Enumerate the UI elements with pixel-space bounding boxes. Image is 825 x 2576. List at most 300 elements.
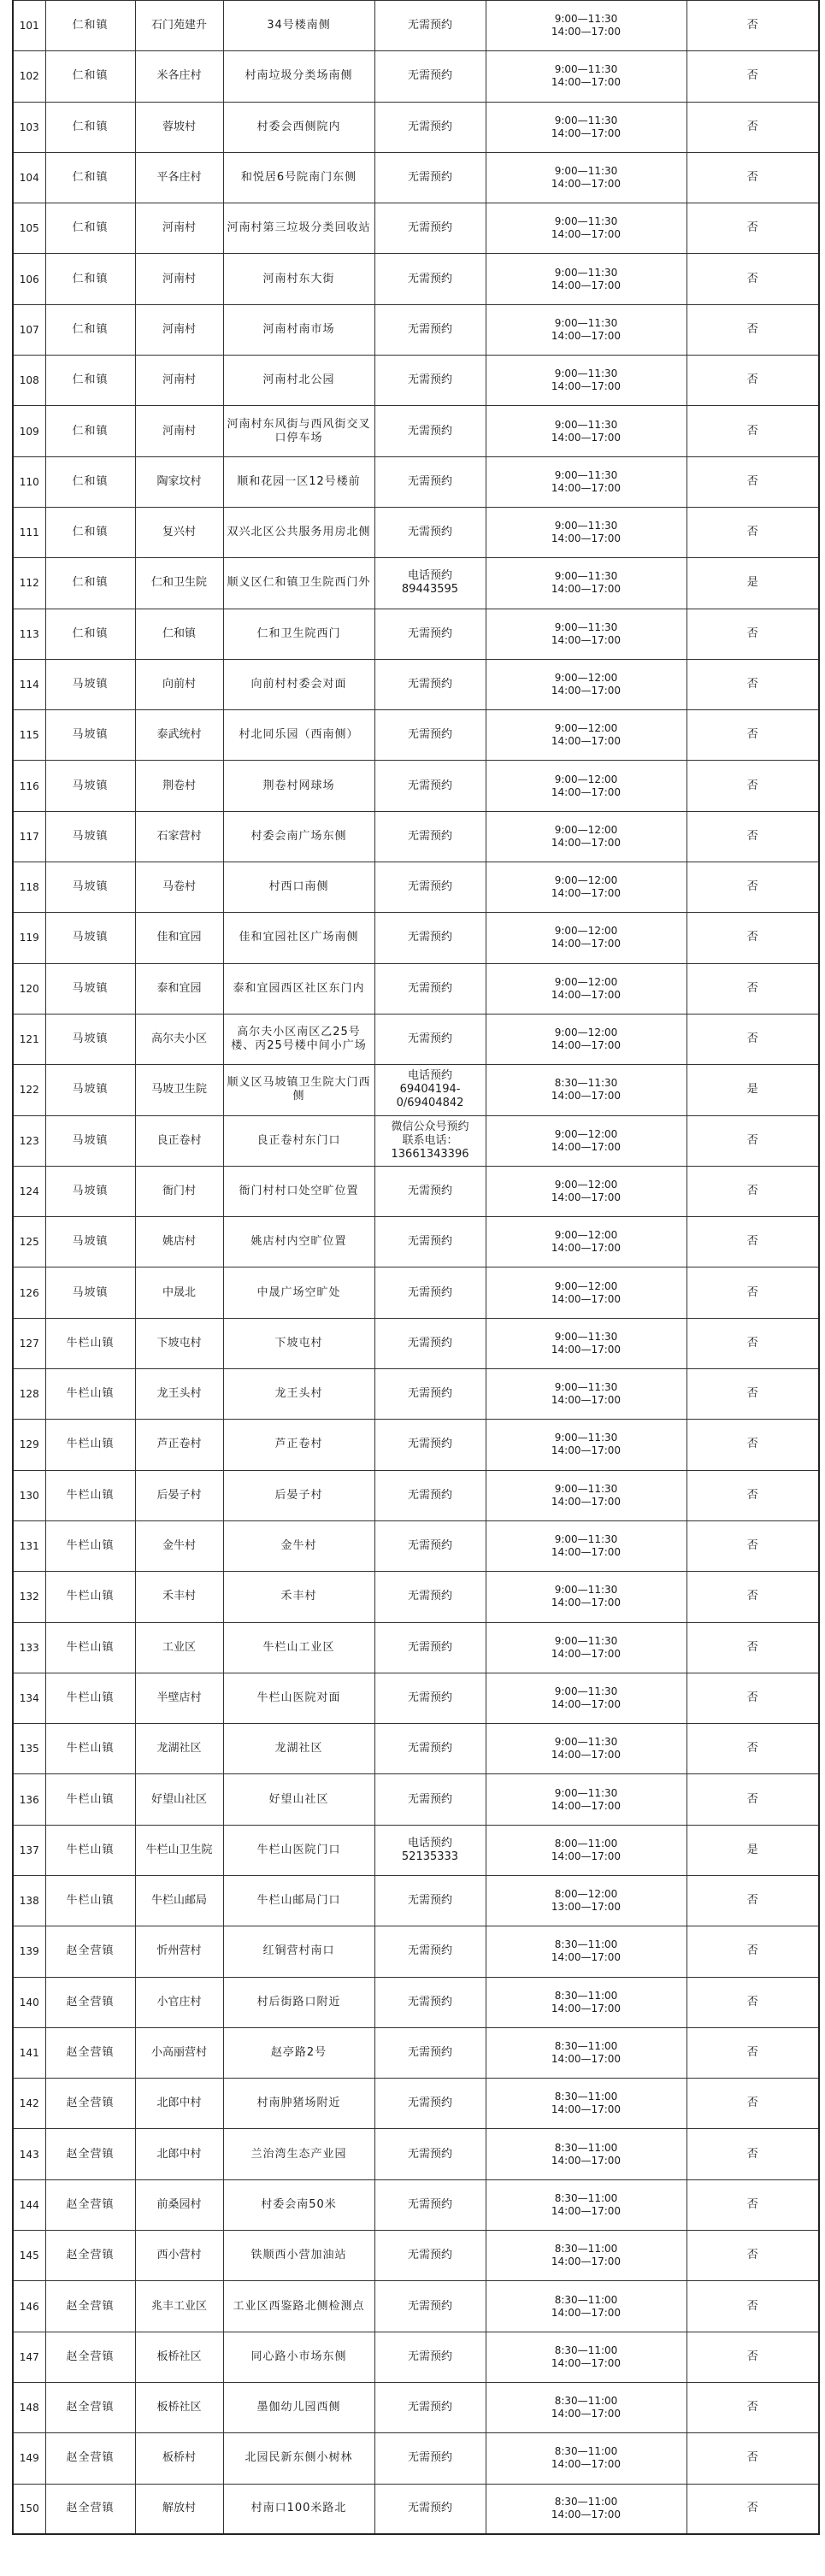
- town-cell: 马坡镇: [45, 1115, 135, 1166]
- time-slot: 14:00—17:00: [551, 887, 622, 900]
- flag-cell: 否: [687, 710, 819, 761]
- booking-cell: 无需预约: [374, 1622, 486, 1673]
- row-number: 109: [13, 406, 45, 456]
- row-number: 108: [13, 356, 45, 406]
- time-cell: [486, 1065, 687, 1115]
- flag-cell: 否: [687, 2231, 819, 2281]
- time-cell: [486, 2332, 687, 2382]
- time-cell: [486, 1166, 687, 1216]
- time-slot: 8:30—11:00: [554, 2243, 618, 2255]
- time-cell: [486, 558, 687, 609]
- table-row: [13, 761, 819, 811]
- booking-cell: 无需预约: [374, 1014, 486, 1064]
- table-row: [13, 1166, 819, 1216]
- town-cell: 马坡镇: [45, 1014, 135, 1064]
- town-cell: 马坡镇: [45, 761, 135, 811]
- table-row: [13, 1622, 819, 1673]
- town-cell: 马坡镇: [45, 1166, 135, 1216]
- booking-cell: 无需预约: [374, 203, 486, 254]
- time-cell: [486, 1825, 687, 1875]
- time-cell: [486, 2027, 687, 2078]
- booking-cell: 无需预约: [374, 609, 486, 659]
- row-number: 122: [13, 1065, 45, 1115]
- site-cell: 村委会南50米: [223, 2179, 374, 2230]
- time-cell: [486, 102, 687, 152]
- booking-cell: 无需预约: [374, 1977, 486, 2027]
- table-row: [13, 2433, 819, 2484]
- booking-cell: 电话预约 69404194- 0/69404842: [374, 1065, 486, 1115]
- site-cell: 红铜营村南口: [223, 1926, 374, 1977]
- town-cell: 马坡镇: [45, 811, 135, 862]
- site-cell: 仁和卫生院西门: [223, 609, 374, 659]
- time-slot: 9:00—11:30: [554, 13, 618, 26]
- town-cell: 牛栏山镇: [45, 1774, 135, 1825]
- table-row: [13, 811, 819, 862]
- time-slot: 14:00—17:00: [551, 583, 622, 596]
- village-cell: 泰武统村: [135, 710, 223, 761]
- village-cell: 牛栏山卫生院: [135, 1825, 223, 1875]
- row-number: 147: [13, 2332, 45, 2382]
- time-slot: 14:00—17:00: [551, 2508, 622, 2521]
- time-cell: [486, 1673, 687, 1723]
- row-number: 142: [13, 2079, 45, 2129]
- row-number: 104: [13, 152, 45, 203]
- time-slot: 9:00—11:30: [554, 1634, 618, 1647]
- time-slot: 8:30—11:00: [554, 2293, 618, 2306]
- time-slot: 14:00—17:00: [551, 1242, 622, 1255]
- site-cell: 下坡屯村: [223, 1318, 374, 1368]
- time-slot: 14:00—17:00: [551, 1343, 622, 1356]
- flag-cell: 否: [687, 2027, 819, 2078]
- town-cell: 马坡镇: [45, 1065, 135, 1115]
- site-cell: 高尔夫小区南区乙25号楼、丙25号楼中间小广场: [223, 1014, 374, 1064]
- flag-cell: 否: [687, 254, 819, 304]
- time-slot: 8:30—11:00: [554, 2395, 618, 2408]
- time-slot: 9:00—12:00: [554, 975, 618, 988]
- row-number: 132: [13, 1572, 45, 1622]
- table-row: [13, 963, 819, 1014]
- table-row: [13, 1875, 819, 1926]
- booking-cell: 无需预约: [374, 152, 486, 203]
- town-cell: 赵全营镇: [45, 2433, 135, 2484]
- booking-cell: 无需预约: [374, 659, 486, 709]
- time-slot: 14:00—17:00: [551, 1597, 622, 1609]
- town-cell: 赵全营镇: [45, 2382, 135, 2432]
- village-cell: 芦正卷村: [135, 1420, 223, 1470]
- table-row: [13, 1217, 819, 1267]
- time-slot: 14:00—17:00: [551, 1647, 622, 1660]
- booking-cell: 无需预约: [374, 2382, 486, 2432]
- time-cell: [486, 2231, 687, 2281]
- site-cell: 龙湖社区: [223, 1724, 374, 1774]
- village-cell: 马坡卫生院: [135, 1065, 223, 1115]
- village-cell: 解放村: [135, 2484, 223, 2534]
- flag-cell: 否: [687, 1875, 819, 1926]
- time-slot: 9:00—12:00: [554, 1127, 618, 1140]
- flag-cell: 否: [687, 507, 819, 557]
- village-cell: 金牛村: [135, 1520, 223, 1571]
- village-cell: 河南村: [135, 356, 223, 406]
- flag-cell: 否: [687, 1267, 819, 1318]
- row-number: 129: [13, 1420, 45, 1470]
- flag-cell: 否: [687, 609, 819, 659]
- flag-cell: 是: [687, 558, 819, 609]
- town-cell: 赵全营镇: [45, 2179, 135, 2230]
- site-cell: 河南村北公园: [223, 356, 374, 406]
- time-slot: 9:00—12:00: [554, 823, 618, 836]
- time-slot: 9:00—12:00: [554, 1229, 618, 1242]
- site-cell: 禾丰村: [223, 1572, 374, 1622]
- site-cell: 村南垃圾分类场南侧: [223, 51, 374, 102]
- flag-cell: 否: [687, 1014, 819, 1064]
- village-cell: 姚店村: [135, 1217, 223, 1267]
- time-slot: 14:00—17:00: [551, 1039, 622, 1052]
- row-number: 148: [13, 2382, 45, 2432]
- time-cell: [486, 1267, 687, 1318]
- time-slot: 14:00—17:00: [551, 938, 622, 950]
- time-cell: [486, 2079, 687, 2129]
- booking-cell: 无需预约: [374, 1774, 486, 1825]
- time-slot: 9:00—11:30: [554, 1482, 618, 1495]
- time-cell: [486, 2433, 687, 2484]
- time-cell: [486, 1572, 687, 1622]
- time-cell: [486, 761, 687, 811]
- time-slot: 14:00—17:00: [551, 431, 622, 444]
- time-slot: 9:00—11:30: [554, 63, 618, 76]
- time-cell: [486, 609, 687, 659]
- booking-cell: 无需预约: [374, 1267, 486, 1318]
- town-cell: 仁和镇: [45, 102, 135, 152]
- site-cell: 衙门村村口处空旷位置: [223, 1166, 374, 1216]
- time-cell: [486, 304, 687, 355]
- time-slot: 14:00—17:00: [551, 178, 622, 191]
- town-cell: 赵全营镇: [45, 2129, 135, 2179]
- time-slot: 14:00—17:00: [551, 2408, 622, 2420]
- time-slot: 14:00—17:00: [551, 126, 622, 139]
- town-cell: 牛栏山镇: [45, 1673, 135, 1723]
- table-row: [13, 659, 819, 709]
- site-cell: 河南村东大街: [223, 254, 374, 304]
- table-row: [13, 254, 819, 304]
- town-cell: 牛栏山镇: [45, 1724, 135, 1774]
- time-slot: 9:00—11:30: [554, 418, 618, 431]
- time-slot: 14:00—17:00: [551, 836, 622, 849]
- row-number: 114: [13, 659, 45, 709]
- time-slot: 8:00—11:00: [554, 1837, 618, 1850]
- site-cell: 工业区西鉴路北侧检测点: [223, 2281, 374, 2332]
- row-number: 141: [13, 2027, 45, 2078]
- row-number: 103: [13, 102, 45, 152]
- town-cell: 仁和镇: [45, 304, 135, 355]
- time-cell: [486, 2382, 687, 2432]
- time-slot: 9:00—11:30: [554, 1685, 618, 1697]
- time-cell: [486, 862, 687, 913]
- town-cell: 赵全营镇: [45, 2484, 135, 2534]
- site-cell: 牛栏山医院对面: [223, 1673, 374, 1723]
- time-slot: 9:00—11:30: [554, 1533, 618, 1546]
- site-cell: 同心路小市场东侧: [223, 2332, 374, 2382]
- time-cell: [486, 811, 687, 862]
- table-row: [13, 456, 819, 507]
- row-number: 134: [13, 1673, 45, 1723]
- time-slot: 8:30—11:00: [554, 2141, 618, 2154]
- time-cell: [486, 1420, 687, 1470]
- row-number: 143: [13, 2129, 45, 2179]
- town-cell: 赵全营镇: [45, 1926, 135, 1977]
- time-cell: [486, 2179, 687, 2230]
- town-cell: 赵全营镇: [45, 1977, 135, 2027]
- village-cell: 北郎中村: [135, 2129, 223, 2179]
- time-slot: 14:00—17:00: [551, 1697, 622, 1710]
- time-slot: 9:00—11:30: [554, 266, 618, 279]
- row-number: 111: [13, 507, 45, 557]
- booking-cell: 无需预约: [374, 2179, 486, 2230]
- time-cell: [486, 406, 687, 456]
- site-cell: 顺和花园一区12号楼前: [223, 456, 374, 507]
- site-cell: 河南村第三垃圾分类回收站: [223, 203, 374, 254]
- time-cell: [486, 1, 687, 51]
- booking-cell: 无需预约: [374, 102, 486, 152]
- town-cell: 牛栏山镇: [45, 1622, 135, 1673]
- booking-cell: 无需预约: [374, 2079, 486, 2129]
- booking-cell: 无需预约: [374, 456, 486, 507]
- village-cell: 佳和宜园: [135, 913, 223, 963]
- town-cell: 仁和镇: [45, 1, 135, 51]
- table-row: [13, 1724, 819, 1774]
- town-cell: 牛栏山镇: [45, 1369, 135, 1420]
- flag-cell: 否: [687, 811, 819, 862]
- flag-cell: 否: [687, 1217, 819, 1267]
- flag-cell: 否: [687, 2281, 819, 2332]
- town-cell: 仁和镇: [45, 609, 135, 659]
- time-cell: [486, 356, 687, 406]
- booking-cell: 无需预约: [374, 2231, 486, 2281]
- flag-cell: 是: [687, 1065, 819, 1115]
- table-row: [13, 304, 819, 355]
- site-cell: 村委会南广场东侧: [223, 811, 374, 862]
- town-cell: 马坡镇: [45, 1217, 135, 1267]
- time-slot: 9:00—12:00: [554, 722, 618, 735]
- row-number: 149: [13, 2433, 45, 2484]
- site-cell: 北园民新东侧小树林: [223, 2433, 374, 2484]
- village-cell: 陶家坟村: [135, 456, 223, 507]
- flag-cell: 否: [687, 304, 819, 355]
- row-number: 124: [13, 1166, 45, 1216]
- town-cell: 马坡镇: [45, 1267, 135, 1318]
- town-cell: 马坡镇: [45, 862, 135, 913]
- time-slot: 9:00—11:30: [554, 620, 618, 633]
- table-row: [13, 1318, 819, 1368]
- flag-cell: 否: [687, 1115, 819, 1166]
- table-row: [13, 1369, 819, 1420]
- time-slot: 9:00—11:30: [554, 1786, 618, 1799]
- time-cell: [486, 2281, 687, 2332]
- booking-cell: 无需预约: [374, 1318, 486, 1368]
- town-cell: 仁和镇: [45, 254, 135, 304]
- site-cell: 荆卷村网球场: [223, 761, 374, 811]
- time-cell: [486, 963, 687, 1014]
- row-number: 136: [13, 1774, 45, 1825]
- time-cell: [486, 1875, 687, 1926]
- flag-cell: 否: [687, 2079, 819, 2129]
- row-number: 128: [13, 1369, 45, 1420]
- booking-cell: 无需预约: [374, 2332, 486, 2382]
- time-cell: [486, 1977, 687, 2027]
- time-slot: 14:00—17:00: [551, 1292, 622, 1305]
- row-number: 140: [13, 1977, 45, 2027]
- time-slot: 13:00—17:00: [551, 1901, 622, 1914]
- time-slot: 9:00—11:30: [554, 114, 618, 126]
- village-cell: 板桥村: [135, 2433, 223, 2484]
- row-number: 105: [13, 203, 45, 254]
- time-cell: [486, 659, 687, 709]
- time-slot: 9:00—12:00: [554, 773, 618, 785]
- booking-cell: 无需预约: [374, 51, 486, 102]
- booking-cell: 无需预约: [374, 1520, 486, 1571]
- booking-cell: 无需预约: [374, 963, 486, 1014]
- town-cell: 仁和镇: [45, 51, 135, 102]
- village-cell: 石家营村: [135, 811, 223, 862]
- time-slot: 14:00—17:00: [551, 1749, 622, 1761]
- flag-cell: 否: [687, 963, 819, 1014]
- table-row: [13, 1014, 819, 1064]
- village-cell: 后晏子村: [135, 1470, 223, 1520]
- table-row: [13, 102, 819, 152]
- town-cell: 马坡镇: [45, 710, 135, 761]
- village-cell: 衙门村: [135, 1166, 223, 1216]
- booking-cell: 无需预约: [374, 356, 486, 406]
- row-number: 133: [13, 1622, 45, 1673]
- row-number: 135: [13, 1724, 45, 1774]
- village-cell: 禾丰村: [135, 1572, 223, 1622]
- time-slot: 8:30—11:00: [554, 2344, 618, 2356]
- village-cell: 板桥社区: [135, 2332, 223, 2382]
- village-cell: 工业区: [135, 1622, 223, 1673]
- site-cell: 牛栏山邮局门口: [223, 1875, 374, 1926]
- table-row: [13, 558, 819, 609]
- time-cell: [486, 1520, 687, 1571]
- flag-cell: 否: [687, 1470, 819, 1520]
- booking-cell: 无需预约: [374, 507, 486, 557]
- row-number: 137: [13, 1825, 45, 1875]
- time-slot: 14:00—17:00: [551, 1090, 622, 1103]
- village-cell: 向前村: [135, 659, 223, 709]
- village-cell: 泰和宜园: [135, 963, 223, 1014]
- town-cell: 仁和镇: [45, 507, 135, 557]
- time-cell: [486, 152, 687, 203]
- row-number: 123: [13, 1115, 45, 1166]
- row-number: 125: [13, 1217, 45, 1267]
- table-body: [13, 1, 819, 2535]
- time-slot: 14:00—17:00: [551, 1799, 622, 1812]
- flag-cell: 否: [687, 1673, 819, 1723]
- flag-cell: 否: [687, 51, 819, 102]
- time-slot: 14:00—17:00: [551, 2356, 622, 2369]
- booking-cell: 无需预约: [374, 2281, 486, 2332]
- booking-cell: 无需预约: [374, 1572, 486, 1622]
- time-slot: 9:00—11:30: [554, 1330, 618, 1343]
- time-slot: 9:00—11:30: [554, 368, 618, 380]
- time-slot: 14:00—17:00: [551, 532, 622, 545]
- time-slot: 14:00—17:00: [551, 279, 622, 291]
- booking-cell: 无需预约: [374, 1166, 486, 1216]
- village-cell: 西小营村: [135, 2231, 223, 2281]
- town-cell: 赵全营镇: [45, 2027, 135, 2078]
- village-cell: 中晟北: [135, 1267, 223, 1318]
- booking-cell: 微信公众号预约 联系电话： 13661343396: [374, 1115, 486, 1166]
- row-number: 146: [13, 2281, 45, 2332]
- table-row: [13, 152, 819, 203]
- site-cell: 村北同乐园（西南侧）: [223, 710, 374, 761]
- time-slot: 9:00—12:00: [554, 1026, 618, 1039]
- village-cell: 北郎中村: [135, 2079, 223, 2129]
- village-cell: 忻州营村: [135, 1926, 223, 1977]
- time-slot: 14:00—17:00: [551, 1850, 622, 1862]
- time-cell: [486, 1014, 687, 1064]
- row-number: 126: [13, 1267, 45, 1318]
- site-cell: 墨伽幼儿园西侧: [223, 2382, 374, 2432]
- town-cell: 仁和镇: [45, 456, 135, 507]
- time-slot: 9:00—12:00: [554, 925, 618, 938]
- village-cell: 龙湖社区: [135, 1724, 223, 1774]
- time-slot: 8:30—11:00: [554, 2040, 618, 2053]
- time-slot: 8:30—11:00: [554, 2445, 618, 2458]
- row-number: 118: [13, 862, 45, 913]
- table-row: [13, 507, 819, 557]
- table-row: [13, 51, 819, 102]
- site-cell: 姚店村内空旷位置: [223, 1217, 374, 1267]
- flag-cell: 否: [687, 659, 819, 709]
- town-cell: 马坡镇: [45, 659, 135, 709]
- town-cell: 马坡镇: [45, 913, 135, 963]
- row-number: 113: [13, 609, 45, 659]
- time-cell: [486, 1724, 687, 1774]
- time-slot: 8:30—11:00: [554, 2191, 618, 2204]
- time-slot: 14:00—17:00: [551, 1546, 622, 1559]
- village-cell: 牛栏山邮局: [135, 1875, 223, 1926]
- table-row: [13, 913, 819, 963]
- flag-cell: 否: [687, 1572, 819, 1622]
- flag-cell: 否: [687, 2179, 819, 2230]
- table-row: [13, 2484, 819, 2534]
- booking-cell: 无需预约: [374, 1673, 486, 1723]
- time-slot: 14:00—17:00: [551, 2002, 622, 2014]
- time-slot: 9:00—11:30: [554, 1584, 618, 1597]
- site-cell: 向前村村委会对面: [223, 659, 374, 709]
- time-cell: [486, 203, 687, 254]
- booking-cell: 无需预约: [374, 913, 486, 963]
- row-number: 139: [13, 1926, 45, 1977]
- village-cell: 高尔夫小区: [135, 1014, 223, 1064]
- site-cell: 牛栏山医院门口: [223, 1825, 374, 1875]
- row-number: 145: [13, 2231, 45, 2281]
- town-cell: 仁和镇: [45, 406, 135, 456]
- row-number: 121: [13, 1014, 45, 1064]
- flag-cell: 否: [687, 1520, 819, 1571]
- village-cell: 仁和卫生院: [135, 558, 223, 609]
- time-slot: 14:00—17:00: [551, 1495, 622, 1508]
- table-row: [13, 862, 819, 913]
- village-cell: 蓉坡村: [135, 102, 223, 152]
- time-slot: 8:00—12:00: [554, 1888, 618, 1901]
- village-cell: 半壁店村: [135, 1673, 223, 1723]
- village-cell: 石门苑建升: [135, 1, 223, 51]
- row-number: 144: [13, 2179, 45, 2230]
- town-cell: 牛栏山镇: [45, 1318, 135, 1368]
- time-cell: [486, 1470, 687, 1520]
- time-slot: 9:00—11:30: [554, 165, 618, 178]
- row-number: 119: [13, 913, 45, 963]
